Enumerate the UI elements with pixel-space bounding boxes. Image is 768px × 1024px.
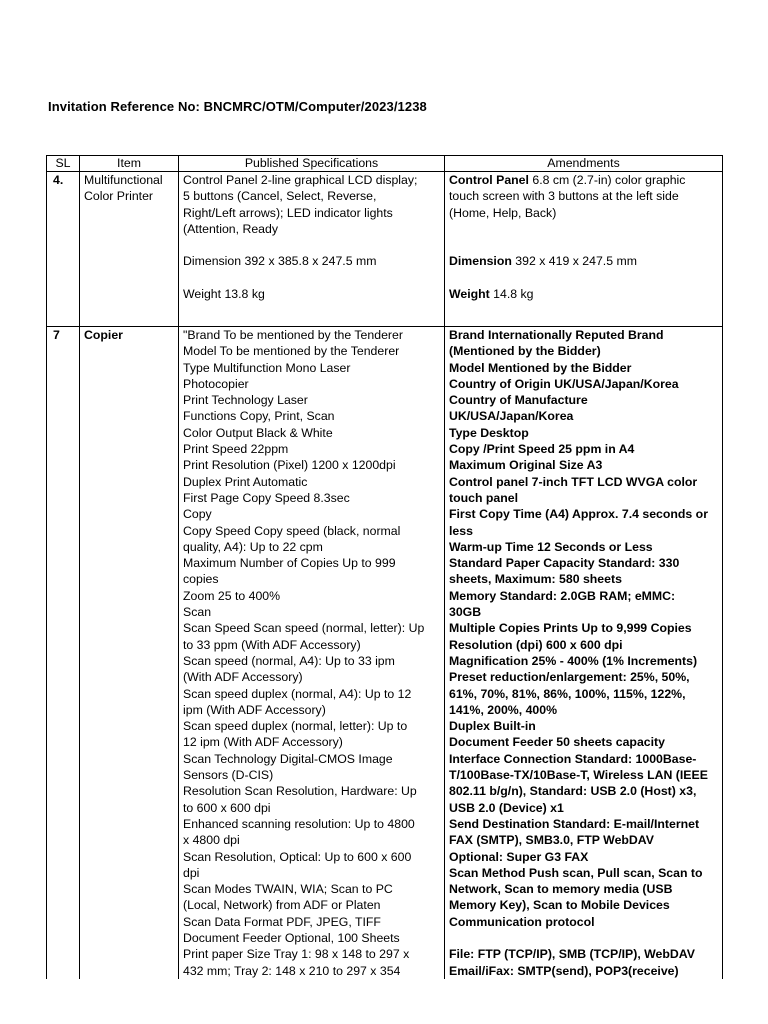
cell-line: Print Speed 22ppm [183,442,289,457]
cell-line: Weight 13.8 kg [183,287,265,302]
cell-line: quality, A4): Up to 22 cpm [183,539,323,554]
cell-line: Maximum Number of Copies Up to 999 [183,556,396,571]
cell-line: Resolution (dpi) 600 x 600 dpi [449,637,623,652]
cell-line: 141%, 200%, 400% [449,702,558,717]
cell-line: Optional: Super G3 FAX [449,849,589,864]
table-row [47,327,723,979]
cell-line: Network, Scan to memory media (USB [449,882,673,897]
cell-line [183,237,440,253]
cell-line: Model To be mentioned by the Tenderer [183,344,400,359]
invitation-reference: Invitation Reference No: BNCMRC/OTM/Computer/2023/1238 [48,99,427,114]
cell-line: Copier [84,328,123,342]
cell-line: Memory Key), Scan to Mobile Devices [449,898,670,913]
cell-line: Sensors (D-CIS) [183,768,274,783]
cell-line: 30GB [449,605,482,620]
cell-line: First Page Copy Speed 8.3sec [183,490,350,505]
cell-line: Scan speed duplex (normal, letter): Up to [183,719,408,734]
cell-line: Country of Manufacture [449,393,588,408]
cell-line: Color Printer [84,189,154,204]
row-published-spec [179,172,445,327]
header-published-specifications: Published Specifications [179,156,445,172]
cell-line: Country of Origin UK/USA/Japan/Korea [449,376,679,391]
cell-line: 802.11 b/g/n), Standard: USB 2.0 (Host) x3, [449,784,697,799]
cell-line: File: FTP (TCP/IP), SMB (TCP/IP), WebDAV [449,947,695,962]
cell-line [449,270,718,286]
cell-line: Multiple Copies Prints Up to 9,999 Copies [449,621,692,636]
cell-line: 12 ipm (With ADF Accessory) [183,735,343,750]
cell-line: Email/iFax: SMTP(send), POP3(receive) [449,963,679,978]
cell-line [449,237,718,253]
cell-line: (Attention, Ready [183,221,279,236]
cell-line: FAX (SMTP), SMB3.0, FTP WebDAV [449,833,654,848]
cell-line: Copy Speed Copy speed (black, normal [183,523,401,538]
cell-line: dpi [183,865,200,880]
header-item: Item [80,156,179,172]
cell-line: Copy [183,507,212,522]
amendment-table [46,155,723,979]
cell-line: Memory Standard: 2.0GB RAM; eMMC: [449,588,676,603]
cell-line: Weight 14.8 kg [449,287,534,302]
cell-line: Communication protocol [449,914,595,929]
cell-line: copies [183,572,219,587]
cell-line: Scan Data Format PDF, JPEG, TIFF [183,914,381,929]
cell-line: 5 buttons (Cancel, Select, Reverse, [183,189,377,204]
cell-line: (With ADF Accessory) [183,670,303,685]
cell-line: Color Output Black & White [183,425,333,440]
cell-line: Scan Modes TWAIN, WIA; Scan to PC [183,882,393,897]
cell-line: ipm (With ADF Accessory) [183,702,326,717]
cell-line [449,930,718,946]
cell-line: Scan Resolution, Optical: Up to 600 x 600 [183,849,412,864]
row-amendment [445,172,723,327]
cell-line: Scan Technology Digital-CMOS Image [183,751,393,766]
cell-line: Warm-up Time 12 Seconds or Less [449,539,653,554]
cell-line: Resolution Scan Resolution, Hardware: Up [183,784,417,799]
cell-line: touch screen with 3 buttons at the left side [449,189,679,204]
cell-line: Scan speed (normal, A4): Up to 33 ipm [183,653,395,668]
cell-line: Zoom 25 to 400% [183,588,281,603]
cell-line: "Brand To be mentioned by the Tenderer [183,328,403,342]
cell-line: Photocopier [183,376,249,391]
cell-line: Control Panel 2-line graphical LCD display; [183,173,418,187]
table-row [47,172,723,327]
cell-line: Print Resolution (Pixel) 1200 x 1200dpi [183,458,396,473]
cell-line: Control panel 7-inch TFT LCD WVGA color [449,474,698,489]
cell-line: Right/Left arrows); LED indicator lights [183,205,393,220]
cell-line: (Local, Network) from ADF or Platen [183,898,381,913]
cell-line: Functions Copy, Print, Scan [183,409,335,424]
row-item [80,172,179,327]
row-item [80,327,179,979]
cell-line: to 600 x 600 dpi [183,800,271,815]
cell-line: Preset reduction/enlargement: 25%, 50%, [449,670,690,685]
cell-line: Brand Internationally Reputed Brand [449,328,664,342]
cell-line: Duplex Print Automatic [183,474,308,489]
cell-line: Type Multifunction Mono Laser [183,360,351,375]
cell-line: sheets, Maximum: 580 sheets [449,572,622,587]
cell-line: Interface Connection Standard: 1000Base- [449,751,697,766]
cell-line [183,270,440,286]
cell-line: 432 mm; Tray 2: 148 x 210 to 297 x 354 [183,963,401,978]
cell-line: Dimension 392 x 385.8 x 247.5 mm [183,254,377,269]
row-published-spec [179,327,445,979]
cell-line: Copy /Print Speed 25 ppm in A4 [449,442,635,457]
cell-line: Type Desktop [449,425,529,440]
cell-line [449,221,718,237]
cell-line: Dimension 392 x 419 x 247.5 mm [449,254,637,269]
cell-line: Scan Method Push scan, Pull scan, Scan to [449,865,703,880]
cell-line: Scan [183,605,212,620]
cell-line: UK/USA/Japan/Korea [449,409,574,424]
cell-line: Control Panel 6.8 cm (2.7-in) color graphic [449,173,686,187]
cell-line: Enhanced scanning resolution: Up to 4800 [183,816,415,831]
row-sl: 7 [47,327,80,979]
cell-line: less [449,523,473,538]
cell-line: T/100Base-TX/10Base-T, Wireless LAN (IEEE [449,768,708,783]
cell-line: Multifunctional [84,173,163,187]
cell-line: 61%, 70%, 81%, 86%, 100%, 115%, 122%, [449,686,686,701]
cell-line: Maximum Original Size A3 [449,458,603,473]
cell-line: (Home, Help, Back) [449,205,557,220]
row-amendment [445,327,723,979]
cell-line: Duplex Built-in [449,719,536,734]
cell-line: Print paper Size Tray 1: 98 x 148 to 297 x [183,947,410,962]
cell-line: Document Feeder Optional, 100 Sheets [183,930,400,945]
cell-line: Scan Speed Scan speed (normal, letter): Up [183,621,425,636]
cell-line: Document Feeder 50 sheets capacity [449,735,665,750]
row-sl: 4. [47,172,80,327]
cell-line: Standard Paper Capacity Standard: 330 [449,556,680,571]
cell-line: Model Mentioned by the Bidder [449,360,632,375]
table-header-row [47,156,723,172]
cell-line: USB 2.0 (Device) x1 [449,800,564,815]
header-amendments: Amendments [445,156,723,172]
cell-line: x 4800 dpi [183,833,240,848]
header-sl: SL [47,156,80,172]
cell-line: touch panel [449,490,519,505]
cell-line: Scan speed duplex (normal, A4): Up to 12 [183,686,412,701]
cell-line: (Mentioned by the Bidder) [449,344,601,359]
cell-line: Print Technology Laser [183,393,308,408]
cell-line: Send Destination Standard: E-mail/Internet [449,816,700,831]
cell-line: First Copy Time (A4) Approx. 7.4 seconds or [449,507,708,522]
cell-line: Magnification 25% - 400% (1% Increments) [449,653,698,668]
cell-line: to 33 ppm (With ADF Accessory) [183,637,361,652]
